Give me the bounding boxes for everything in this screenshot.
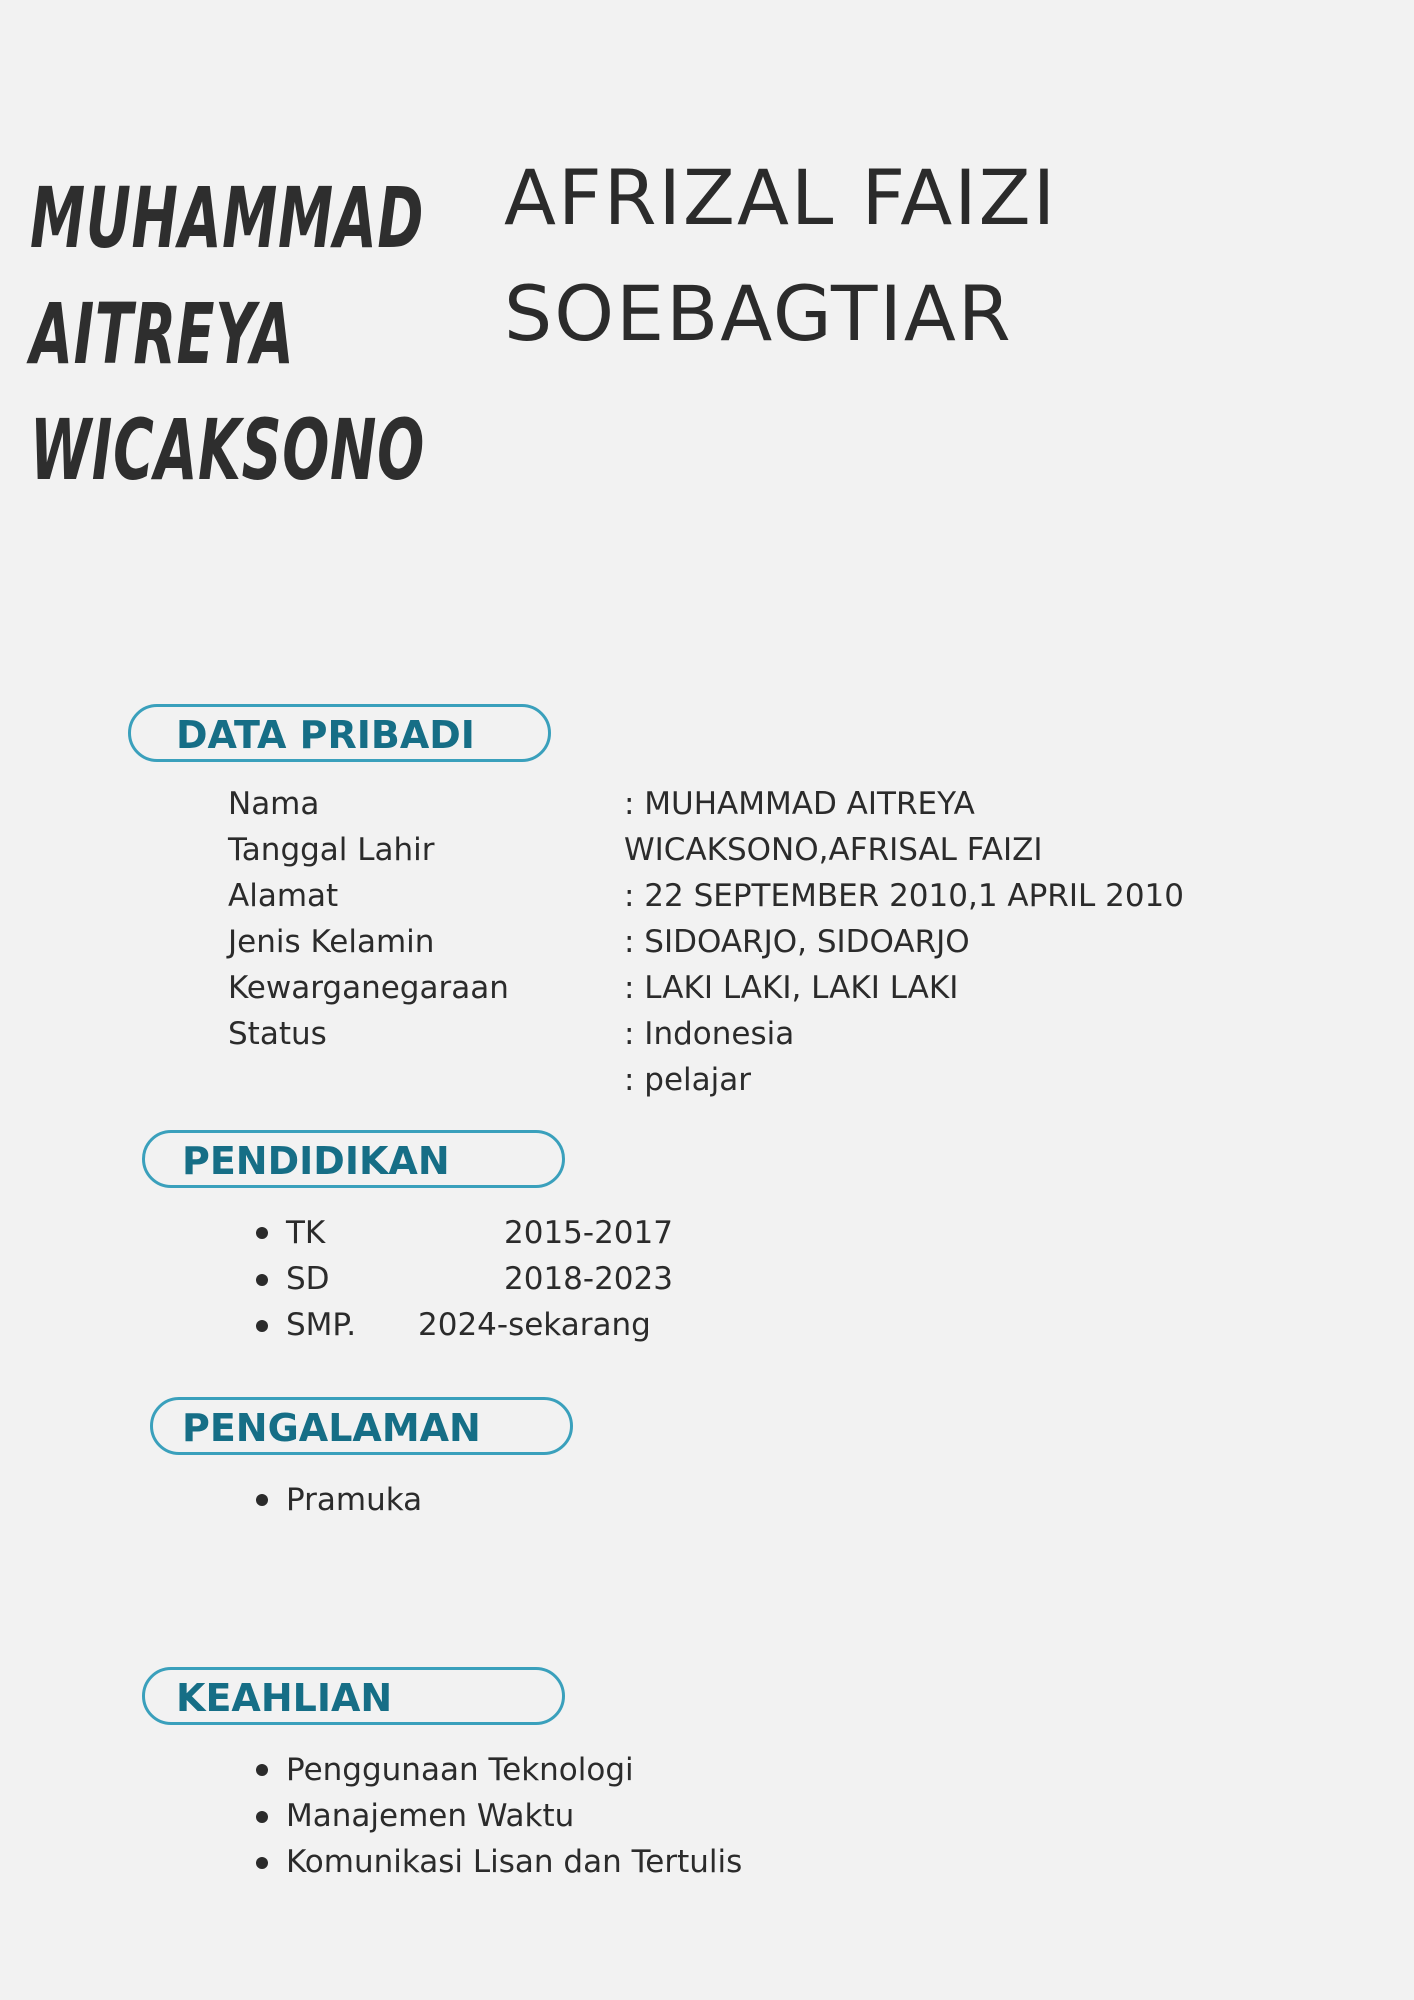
skill-item: Penggunaan Teknologi — [286, 1752, 634, 1788]
section-title-pengalaman: PENGALAMAN — [182, 1406, 481, 1450]
skill-item: Manajemen Waktu — [286, 1798, 575, 1834]
name-left — [30, 160, 425, 508]
label-nama: Nama — [228, 786, 320, 822]
bullet-icon — [256, 1320, 268, 1332]
label-jenis-kelamin: Jenis Kelamin — [228, 924, 435, 960]
skills-list — [0, 1747, 1414, 1887]
section-title-keahlian: KEAHLIAN — [176, 1676, 393, 1720]
name-right-line-2: SOEBAGTIAR — [504, 269, 1013, 358]
value-line-4: : SIDOARJO, SIDOARJO — [624, 924, 970, 960]
education-list — [0, 1210, 1414, 1350]
name-right — [504, 140, 1057, 372]
name-right-line-1: AFRIZAL FAIZI — [504, 153, 1058, 242]
experience-list — [0, 1477, 1414, 1527]
personal-data-values — [624, 781, 1184, 1103]
name-left-line-2: AITREYA — [30, 285, 295, 383]
bullet-icon — [256, 1811, 268, 1823]
experience-item: Pramuka — [286, 1482, 423, 1518]
label-status: Status — [228, 1016, 327, 1052]
bullet-icon — [256, 1227, 268, 1239]
value-line-1: : MUHAMMAD AITREYA — [624, 786, 975, 822]
education-level-smp: SMP. — [286, 1307, 357, 1343]
education-level-sd: SD — [286, 1261, 330, 1297]
education-level-tk: TK — [286, 1215, 326, 1251]
value-line-3: : 22 SEPTEMBER 2010,1 APRIL 2010 — [624, 878, 1184, 914]
education-years-smp: 2024-sekarang — [418, 1307, 651, 1343]
label-alamat: Alamat — [228, 878, 339, 914]
education-years-sd: 2018-2023 — [504, 1261, 673, 1297]
value-line-7: : pelajar — [624, 1062, 752, 1098]
name-left-line-3: WICAKSONO — [30, 401, 425, 499]
bullet-icon — [256, 1274, 268, 1286]
label-kewarganegaraan: Kewarganegaraan — [228, 970, 509, 1006]
name-left-line-1: MUHAMMAD — [30, 169, 425, 267]
bullet-icon — [256, 1857, 268, 1869]
bullet-icon — [256, 1494, 268, 1506]
bullet-icon — [256, 1764, 268, 1776]
section-title-data-pribadi: DATA PRIBADI — [176, 713, 475, 757]
personal-data-labels — [228, 781, 509, 1057]
value-line-5: : LAKI LAKI, LAKI LAKI — [624, 970, 959, 1006]
label-tanggal-lahir: Tanggal Lahir — [228, 832, 435, 868]
skill-item: Komunikasi Lisan dan Tertulis — [286, 1844, 743, 1880]
education-years-tk: 2015-2017 — [504, 1215, 673, 1251]
value-line-6: : Indonesia — [624, 1016, 795, 1052]
section-title-pendidikan: PENDIDIKAN — [182, 1139, 450, 1183]
value-line-2: WICAKSONO,AFRISAL FAIZI — [624, 832, 1043, 868]
